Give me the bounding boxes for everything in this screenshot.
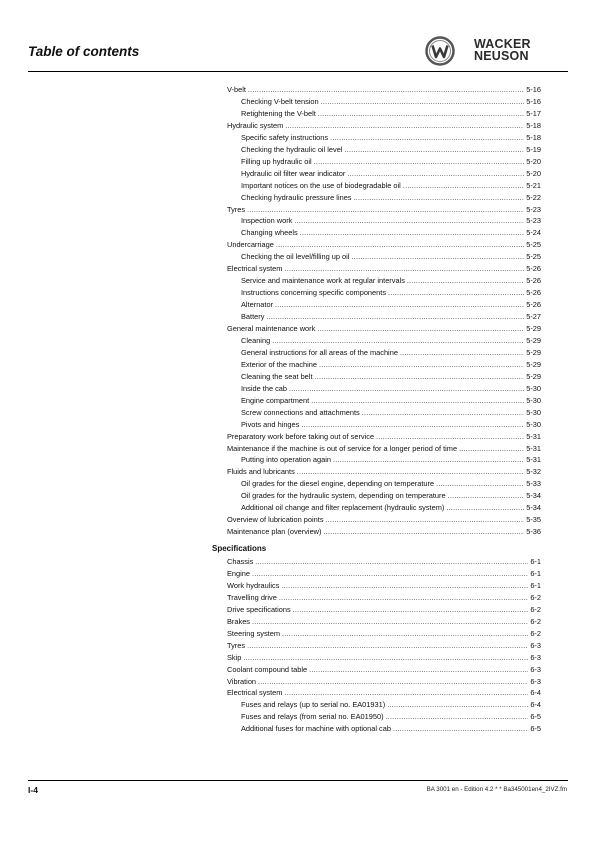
toc-entry-page: 5-17 <box>526 108 541 118</box>
toc-entry[interactable] <box>227 580 541 592</box>
toc-entry-page: 5-22 <box>526 192 541 202</box>
toc-entry-page: 5-23 <box>526 216 541 226</box>
dot-leader <box>323 527 524 539</box>
toc-entry-page: 5-31 <box>526 455 541 465</box>
toc-entry[interactable] <box>227 628 541 640</box>
toc-entry-title: Inspection work <box>241 216 293 226</box>
toc-entry-page: 5-36 <box>526 527 541 537</box>
toc-entry-page: 5-34 <box>526 503 541 513</box>
toc-entry-page: 5-20 <box>526 168 541 178</box>
toc-subentry[interactable] <box>241 407 541 419</box>
toc-entry-page: 5-29 <box>526 335 541 345</box>
toc-entry[interactable] <box>227 592 541 604</box>
toc-entry-title: Fuses and relays (from serial no. EA01950) <box>241 712 384 722</box>
toc-entry-title: Pivots and hinges <box>241 419 300 429</box>
toc-subentry[interactable] <box>241 251 541 263</box>
toc-entry-title: Fluids and lubricants <box>227 467 295 477</box>
toc-entry-page: 6-3 <box>530 664 541 674</box>
toc-entry-page: 5-25 <box>526 252 541 262</box>
toc-entry-title: Checking the hydraulic oil level <box>241 144 343 154</box>
toc-entry-page: 6-5 <box>530 712 541 722</box>
toc-subentry[interactable] <box>241 108 541 120</box>
toc-subentry[interactable] <box>241 699 541 711</box>
toc-entry-page: 5-30 <box>526 383 541 393</box>
toc-entry-title: Electrical system <box>227 264 283 274</box>
toc-subentry[interactable] <box>241 192 541 204</box>
toc-entry[interactable] <box>227 687 541 699</box>
toc-entry-title: Steering system <box>227 628 280 638</box>
toc-entry-title: Screw connections and attachments <box>241 407 360 417</box>
header-divider <box>28 71 568 72</box>
toc-entry-page: 5-18 <box>526 120 541 130</box>
toc-entry-title: Tyres <box>227 640 246 650</box>
toc-subentry[interactable] <box>241 347 541 359</box>
toc-entry-page: 5-26 <box>526 300 541 310</box>
toc-subentry[interactable] <box>241 723 541 735</box>
toc-entry-title: Additional fuses for machine with optional cab <box>241 724 391 734</box>
toc-entry-title: Oil grades for the diesel engine, depending on temperature <box>241 479 435 489</box>
toc-entry-page: 6-2 <box>530 628 541 638</box>
toc-entry-page: 5-21 <box>526 180 541 190</box>
toc-entry[interactable] <box>227 664 541 676</box>
toc-entry-title: Checking the oil level/filling up oil <box>241 252 350 262</box>
toc-subentry[interactable] <box>241 478 541 490</box>
toc-entry-page: 5-16 <box>526 96 541 106</box>
toc-entry[interactable] <box>227 239 541 251</box>
toc-subentry[interactable] <box>241 156 541 168</box>
toc-entry-title: Skip <box>227 652 242 662</box>
dot-leader <box>393 724 528 736</box>
toc-entry[interactable] <box>227 323 541 335</box>
toc-entry-title: Electrical system <box>227 688 283 698</box>
toc-entry-title: Undercarriage <box>227 240 274 250</box>
toc-entry-title: Tyres <box>227 204 246 214</box>
toc-entry[interactable] <box>227 616 541 628</box>
toc-entry-title: Chassis <box>227 557 254 566</box>
toc-entry-page: 5-24 <box>526 228 541 238</box>
toc-entry-page: 6-4 <box>530 700 541 710</box>
toc-entry-page: 5-33 <box>526 479 541 489</box>
toc-entry-page: 5-25 <box>526 240 541 250</box>
toc-entry-page: 5-31 <box>526 431 541 441</box>
toc-entry-page: 6-1 <box>530 580 541 590</box>
toc-entry-page: 5-26 <box>526 276 541 286</box>
toc-subentry[interactable] <box>241 132 541 144</box>
toc-entry-title: Vibration <box>227 676 257 686</box>
toc-entry-page: 6-2 <box>530 616 541 626</box>
toc-entry-title: V-belt <box>227 85 246 94</box>
logo-line-1: WACKER <box>474 37 531 51</box>
toc-subentry[interactable] <box>241 215 541 227</box>
toc-entry[interactable] <box>227 466 541 478</box>
toc-entry-page: 5-26 <box>526 288 541 298</box>
toc-entry-title: Putting into operation again <box>241 455 331 465</box>
toc-entry-page: 5-16 <box>526 85 541 94</box>
toc-entry-title: Travelling drive <box>227 592 277 602</box>
toc-subentry[interactable] <box>241 168 541 180</box>
toc-subentry[interactable] <box>241 96 541 108</box>
toc-entry-title: Coolant compound table <box>227 664 308 674</box>
toc-entry[interactable] <box>227 604 541 616</box>
toc-subentry[interactable] <box>241 287 541 299</box>
logo-line-2: NEUSON <box>474 49 529 63</box>
toc-entry-page: 5-30 <box>526 395 541 405</box>
toc-entry[interactable] <box>227 676 541 688</box>
toc-entry-page: 6-5 <box>530 724 541 734</box>
toc-subentry[interactable] <box>241 419 541 431</box>
toc-entry-title: Overview of lubrication points <box>227 515 324 525</box>
toc-entry-title: Maintenance if the machine is out of service for a longer period of time <box>227 443 458 453</box>
toc-subentry[interactable] <box>241 371 541 383</box>
toc-entry[interactable] <box>227 514 541 526</box>
toc-entry[interactable] <box>227 526 541 538</box>
toc-entry-page: 6-3 <box>530 652 541 662</box>
toc-entry-page: 5-26 <box>526 264 541 274</box>
toc-entry-title: Exterior of the machine <box>241 359 317 369</box>
toc-entry-page: 5-32 <box>526 467 541 477</box>
toc-entry[interactable] <box>227 556 541 568</box>
toc-subentry[interactable] <box>241 383 541 395</box>
toc-entry-title: Alternator <box>241 300 274 310</box>
toc-subentry[interactable] <box>241 311 541 323</box>
toc-subentry[interactable] <box>241 359 541 371</box>
toc-entry-page: 5-27 <box>526 312 541 322</box>
wacker-neuson-w-icon <box>425 36 455 66</box>
toc-entry-page: 5-30 <box>526 407 541 417</box>
toc-entry-page: 6-1 <box>530 568 541 578</box>
toc-entry-page: 5-31 <box>526 443 541 453</box>
toc-entry-title: Battery <box>241 312 265 322</box>
toc-entry-title: Specific safety instructions <box>241 132 329 142</box>
toc-subentry[interactable] <box>241 275 541 287</box>
toc-subentry[interactable] <box>241 299 541 311</box>
toc-entry-page: 6-2 <box>530 592 541 602</box>
toc-entry[interactable] <box>227 640 541 652</box>
toc-entry-page: 5-29 <box>526 371 541 381</box>
toc-entry[interactable] <box>227 120 541 132</box>
toc-entry-title: Brakes <box>227 616 251 626</box>
toc-entry-title: Work hydraulics <box>227 580 280 590</box>
toc-subentry[interactable] <box>241 502 541 514</box>
toc-entry-title: Engine <box>227 568 251 578</box>
toc-entry-title: Hydraulic system <box>227 120 284 130</box>
toc-entry-page: 5-35 <box>526 515 541 525</box>
toc-entry-title: Service and maintenance work at regular intervals <box>241 276 405 286</box>
toc-entry-title: Hydraulic oil filter wear indicator <box>241 168 346 178</box>
toc-subentry[interactable] <box>241 711 541 723</box>
toc-entry-title: Drive specifications <box>227 604 291 614</box>
toc-entry-title: Checking hydraulic pressure lines <box>241 192 352 202</box>
toc-entry-page: 5-29 <box>526 347 541 357</box>
toc-entry-title: Filling up hydraulic oil <box>241 156 312 166</box>
toc-entry-title: Fuses and relays (up to serial no. EA01931) <box>241 700 386 710</box>
toc-entry-page: 5-18 <box>526 132 541 142</box>
toc-entry-title: Instructions concerning specific components <box>241 288 387 298</box>
wacker-neuson-logo <box>425 36 543 66</box>
toc-entry-title: Oil grades for the hydraulic system, depending on temperature <box>241 491 446 501</box>
toc-subentry[interactable] <box>241 395 541 407</box>
toc-entry-page: 6-1 <box>530 557 541 566</box>
toc-entry-page: 5-23 <box>526 204 541 214</box>
toc-subentry[interactable] <box>241 144 541 156</box>
toc-entry-title: Cleaning the seat belt <box>241 371 313 381</box>
toc-subentry[interactable] <box>241 180 541 192</box>
toc-entry-title: Retightening the V-belt <box>241 108 316 118</box>
footer-document-reference: BA 3001 en - Edition 4.2 * * Ba345001en4_2IVZ.fm <box>426 786 567 793</box>
toc-entry-page: 5-30 <box>526 419 541 429</box>
toc-subentry[interactable] <box>241 227 541 239</box>
toc-entry[interactable] <box>227 652 541 664</box>
toc-entry[interactable] <box>227 204 541 216</box>
toc-entry-page: 6-2 <box>530 604 541 614</box>
page-title: Table of contents <box>28 44 140 59</box>
toc-entry-page: 6-3 <box>530 676 541 686</box>
toc-entry-title: Engine compartment <box>241 395 310 405</box>
toc-entry[interactable] <box>227 431 541 443</box>
toc-entry[interactable] <box>227 443 541 455</box>
toc-subentry[interactable] <box>241 335 541 347</box>
logo-wordmark <box>474 38 531 62</box>
footer-page-number: I-4 <box>28 785 38 795</box>
toc-entry-title: General instructions for all areas of the machine <box>241 347 398 357</box>
toc-entry-page: 6-3 <box>530 640 541 650</box>
footer-divider <box>28 780 568 781</box>
toc-entry-title: Additional oil change and filter replacement (hydraulic system) <box>241 503 445 513</box>
toc-entry[interactable] <box>227 568 541 580</box>
toc-entry-page: 5-20 <box>526 156 541 166</box>
toc-entry-title: Cleaning <box>241 335 271 345</box>
toc-entry-title: Important notices on the use of biodegradable oil <box>241 180 401 190</box>
toc-entry-page: 5-29 <box>526 324 541 333</box>
section-heading-specifications: Specifications <box>212 544 267 553</box>
toc-entry-title: Changing wheels <box>241 228 298 238</box>
toc-subentry[interactable] <box>241 490 541 502</box>
toc-subentry[interactable] <box>241 454 541 466</box>
toc-entry[interactable] <box>227 263 541 275</box>
toc-entry-page: 6-4 <box>530 688 541 698</box>
toc-entry-page: 5-29 <box>526 359 541 369</box>
toc-entry-title: Preparatory work before taking out of service <box>227 431 375 441</box>
toc-entry-title: General maintenance work <box>227 324 316 333</box>
toc-entry-page: 5-19 <box>526 144 541 154</box>
toc-entry-page: 5-34 <box>526 491 541 501</box>
toc-entry-title: Maintenance plan (overview) <box>227 527 322 537</box>
toc-entry-title: Checking V-belt tension <box>241 96 319 106</box>
toc-entry-title: Inside the cab <box>241 383 288 393</box>
toc-entry[interactable] <box>227 84 541 96</box>
